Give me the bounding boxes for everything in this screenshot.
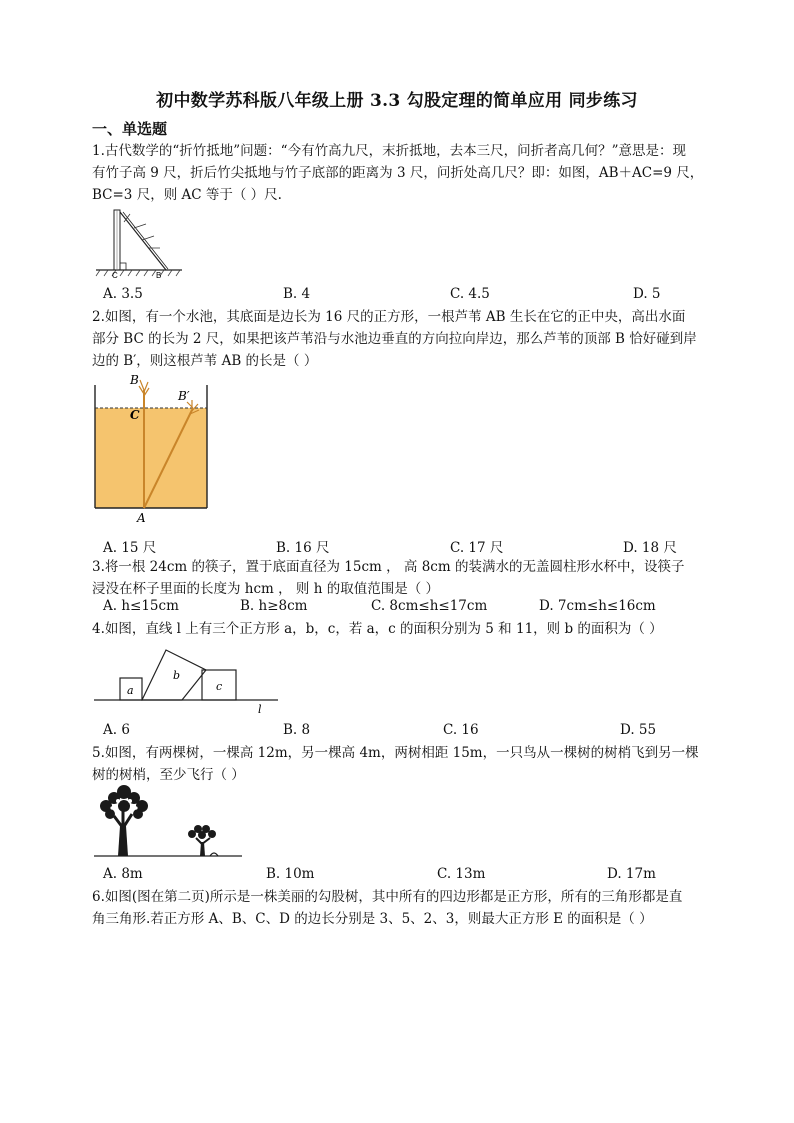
question-4: [92, 618, 704, 640]
question-2: [92, 306, 704, 372]
option-b[interactable]: B. 16 尺: [276, 540, 330, 556]
option-a[interactable]: A. 15 尺: [103, 540, 157, 556]
squares-figure: [92, 640, 282, 716]
label-a: a: [127, 684, 134, 697]
question-3: [92, 556, 704, 600]
option-d[interactable]: D. 55: [620, 722, 657, 738]
question-line: 树的树梢，至少飞行（ ）: [92, 767, 245, 783]
options-q4: [103, 722, 703, 742]
option-c[interactable]: C. 4.5: [450, 286, 490, 302]
label-l: l: [258, 703, 262, 716]
option-a[interactable]: A. h≤15cm: [103, 598, 179, 614]
pond-figure: [92, 370, 222, 528]
option-d[interactable]: D. 17m: [607, 866, 656, 882]
option-a[interactable]: A. 3.5: [103, 286, 143, 302]
option-c[interactable]: C. 8cm≤h≤17cm: [371, 598, 488, 614]
question-line: 部分 BC 的长为 2 尺，如果把该芦苇沿与水池边垂直的方向拉向岸边，那么芦苇的顶部 B 恰好碰到岸: [92, 331, 697, 347]
option-c[interactable]: C. 16: [443, 722, 479, 738]
bamboo-figure: [94, 200, 184, 280]
question-line: 3.将一根 24cm 的筷子，置于底面直径为 15cm ， 高 8cm 的装满水的无盖圆柱形水杯中，设筷子: [92, 559, 685, 575]
label-c: c: [216, 680, 223, 693]
question-5: [92, 742, 704, 786]
option-a[interactable]: A. 6: [103, 722, 130, 738]
question-6: [92, 886, 704, 930]
option-d[interactable]: D. 5: [633, 286, 661, 302]
options-q5: [103, 866, 703, 886]
label-b-prime: B′: [178, 389, 190, 403]
option-b[interactable]: B. h≥8cm: [240, 598, 308, 614]
label-c: C: [130, 408, 140, 422]
label-b: B: [156, 271, 162, 280]
question-line: 2.如图，有一个水池，其底面是边长为 16 尺的正方形，一根芦苇 AB 生长在它的正中央，高出水面: [92, 309, 686, 325]
options-q2: [103, 536, 703, 556]
question-line: 边的 B′，则这根芦苇 AB 的长是（ ）: [92, 353, 318, 369]
question-line: 角三角形.若正方形 A、B、C、D 的边长分别是 3、5、2、3，则最大正方形 E 的面积是（ ）: [92, 911, 653, 927]
section-heading: 一、单选题: [92, 120, 168, 138]
option-c[interactable]: C. 17 尺: [450, 540, 504, 556]
options-q1: [103, 286, 703, 306]
option-b[interactable]: B. 8: [283, 722, 311, 738]
label-a: A: [137, 511, 146, 525]
question-line: 4.如图，直线 l 上有三个正方形 a，b，c，若 a，c 的面积分别为 5 和 11，则 b 的面积为（ ）: [92, 621, 663, 637]
option-b[interactable]: B. 10m: [266, 866, 315, 882]
question-1: [92, 140, 704, 206]
question-line: 浸没在杯子里面的长度为 hcm ， 则 h 的取值范围是（ ）: [92, 581, 439, 597]
label-b: B: [130, 373, 139, 387]
label-b: b: [173, 669, 181, 682]
option-b[interactable]: B. 4: [283, 286, 311, 302]
option-d[interactable]: D. 18 尺: [623, 540, 677, 556]
label-c: C: [112, 271, 118, 280]
question-line: 1.古代数学的“折竹抵地”问题：“今有竹高九尺，末折抵地，去本三尺，问折者高几何？”意思是：现: [92, 143, 686, 159]
question-line: 5.如图，有两棵树，一棵高 12m，另一棵高 4m，两树相距 15m，一只鸟从一棵树的树梢飞到另一棵: [92, 745, 699, 761]
question-line: 有竹子高 9 尺，折后竹尖抵地与竹子底部的距离为 3 尺，问折处高几尺？即：如图，AB＋AC=9 尺，: [92, 165, 704, 181]
option-c[interactable]: C. 13m: [437, 866, 486, 882]
options-q3: [103, 598, 703, 618]
option-a[interactable]: A. 8m: [103, 866, 143, 882]
page-title: 初中数学苏科版八年级上册 3.3 勾股定理的简单应用 同步练习: [156, 91, 638, 111]
option-d[interactable]: D. 7cm≤h≤16cm: [539, 598, 656, 614]
question-line: BC=3 尺，则 AC 等于（ ）尺.: [92, 187, 282, 203]
trees-figure: [92, 784, 246, 862]
question-line: 6.如图(图在第二页)所示是一株美丽的勾股树，其中所有的四边形都是正方形，所有的三角形都是直: [92, 889, 683, 905]
